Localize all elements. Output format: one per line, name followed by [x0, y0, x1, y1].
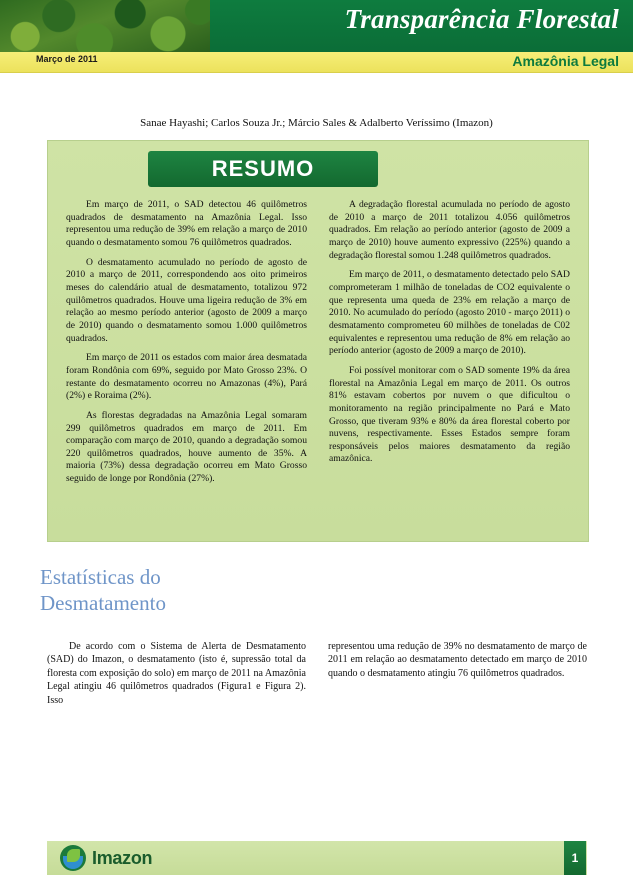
issue-date: Março de 2011: [36, 54, 98, 64]
abstract-paragraph: Em março de 2011 os estados com maior área desmatada foram Rondônia com 69%, seguido por Mato Grosso 23%. O restante do desmatamento ocorreu no Amazonas (4%), Pará (2%) e Roraima (2%).: [66, 352, 307, 402]
abstract-title: RESUMO: [211, 156, 315, 181]
authors-line: Sanae Hayashi; Carlos Souza Jr.; Márcio Sales & Adalberto Veríssimo (Imazon): [140, 117, 493, 129]
abstract-paragraph: Em março de 2011, o desmatamento detectado pelo SAD comprometeram 1 milhão de toneladas de CO2 equivalente o que representa uma queda de 23% em relação a março de 2010. No acumulado do período (agosto 2010 - março 2011) o desmatamento comprometeu 60 milhões de toneladas de C02 equivalentes e representou uma redução de 8% em relação ao período anterior (agosto de 2009 a março de 2010).: [329, 269, 570, 357]
abstract-paragraph: As florestas degradadas na Amazônia Legal somaram 299 quilômetros quadrados em março de 2011. Em comparação com março de 2010, quando a degradação somou 220 quilômetros quadrados, houve aumento de 35%. A maioria (73%) dessa degradação ocorreu em Mato Grosso seguido de longe por Rondônia (27%).: [66, 409, 307, 485]
publication-title: Transparência Florestal: [344, 4, 619, 34]
abstract-column-left: [66, 199, 307, 493]
forest-canopy-photo: [0, 0, 210, 52]
section-heading-line2: Desmatamento: [40, 591, 166, 616]
body-column-right: [328, 640, 587, 714]
header-green-band: [0, 0, 633, 52]
page-number: 1: [571, 851, 579, 865]
leaf-icon: [60, 845, 86, 871]
body-paragraph: representou uma redução de 39% no desmatamento de março de 2011 em relação ao desmatamento detectado em março de 2010 quando o desmatamento atingiu 76 quilômetros quadrados.: [328, 641, 587, 679]
page-footer: [0, 827, 633, 889]
abstract-columns: [66, 199, 570, 493]
body-paragraph: De acordo com o Sistema de Alerta de Desmatamento (SAD) do Imazon, o desmatamento (isto é, supressão total da floresta com exposição do solo) em março de 2011 na Amazônia Legal atingiu 46 quilômetros quadrados (Figura1 e Figura 2). Isso: [47, 641, 306, 706]
page-header: [0, 0, 633, 72]
publication-subtitle: Amazônia Legal: [512, 53, 619, 69]
abstract-column-right: [329, 199, 570, 493]
abstract-paragraph: Em março de 2011, o SAD detectou 46 quilômetros quadrados de desmatamento na Amazônia Legal. Isso representou uma redução de 39% em relação a março de 2010 quando o desmatamento somou 76 quilômetros quadrados.: [66, 199, 307, 248]
imazon-logo: [60, 845, 152, 871]
abstract-paragraph: O desmatamento acumulado no período de agosto de 2010 a março de 2011, correspondendo aos oito primeiros meses do calendário atual de desmatamento, totalizou 972 quilômetros quadrados. Houve uma ligeira redução de 3% em relação ao mesmo período anterior (agosto de 2009 a março de 2010) quando o desmatamento somou 1.000 quilômetros quadrados.: [66, 256, 307, 344]
abstract-title-banner: [148, 151, 378, 187]
abstract-panel: [47, 140, 589, 542]
imazon-logo-text: Imazon: [92, 847, 153, 868]
abstract-paragraph: Foi possível monitorar com o SAD somente 19% da área florestal na Amazônia Legal em março de 2011. Os outros 81% estavam cobertos por nuvem o que dificultou o monitoramento na região principalmente no Pará e Mato Grosso, que tiveram 93% e 80% da área florestal coberto por nuvens, respectivamente. Esses Estados sempre foram responsáveis pelos maiores desmatamento da região amazônica.: [329, 364, 570, 465]
section-heading: [40, 564, 340, 617]
page-number-badge: [564, 841, 586, 875]
body-columns: [47, 640, 587, 714]
abstract-paragraph: A degradação florestal acumulada no período de agosto de 2010 a março de 2011 totalizou 4.056 quilômetros quadrados. Em relação ao período anterior (agosto de 2009 a março de 2010) houve aumento expressivo (225%) quando a degradação florestal somou 1.248 quilômetros quadrados.: [329, 199, 570, 261]
body-column-left: [47, 640, 306, 714]
section-heading-line1: Estatísticas do: [40, 565, 161, 589]
